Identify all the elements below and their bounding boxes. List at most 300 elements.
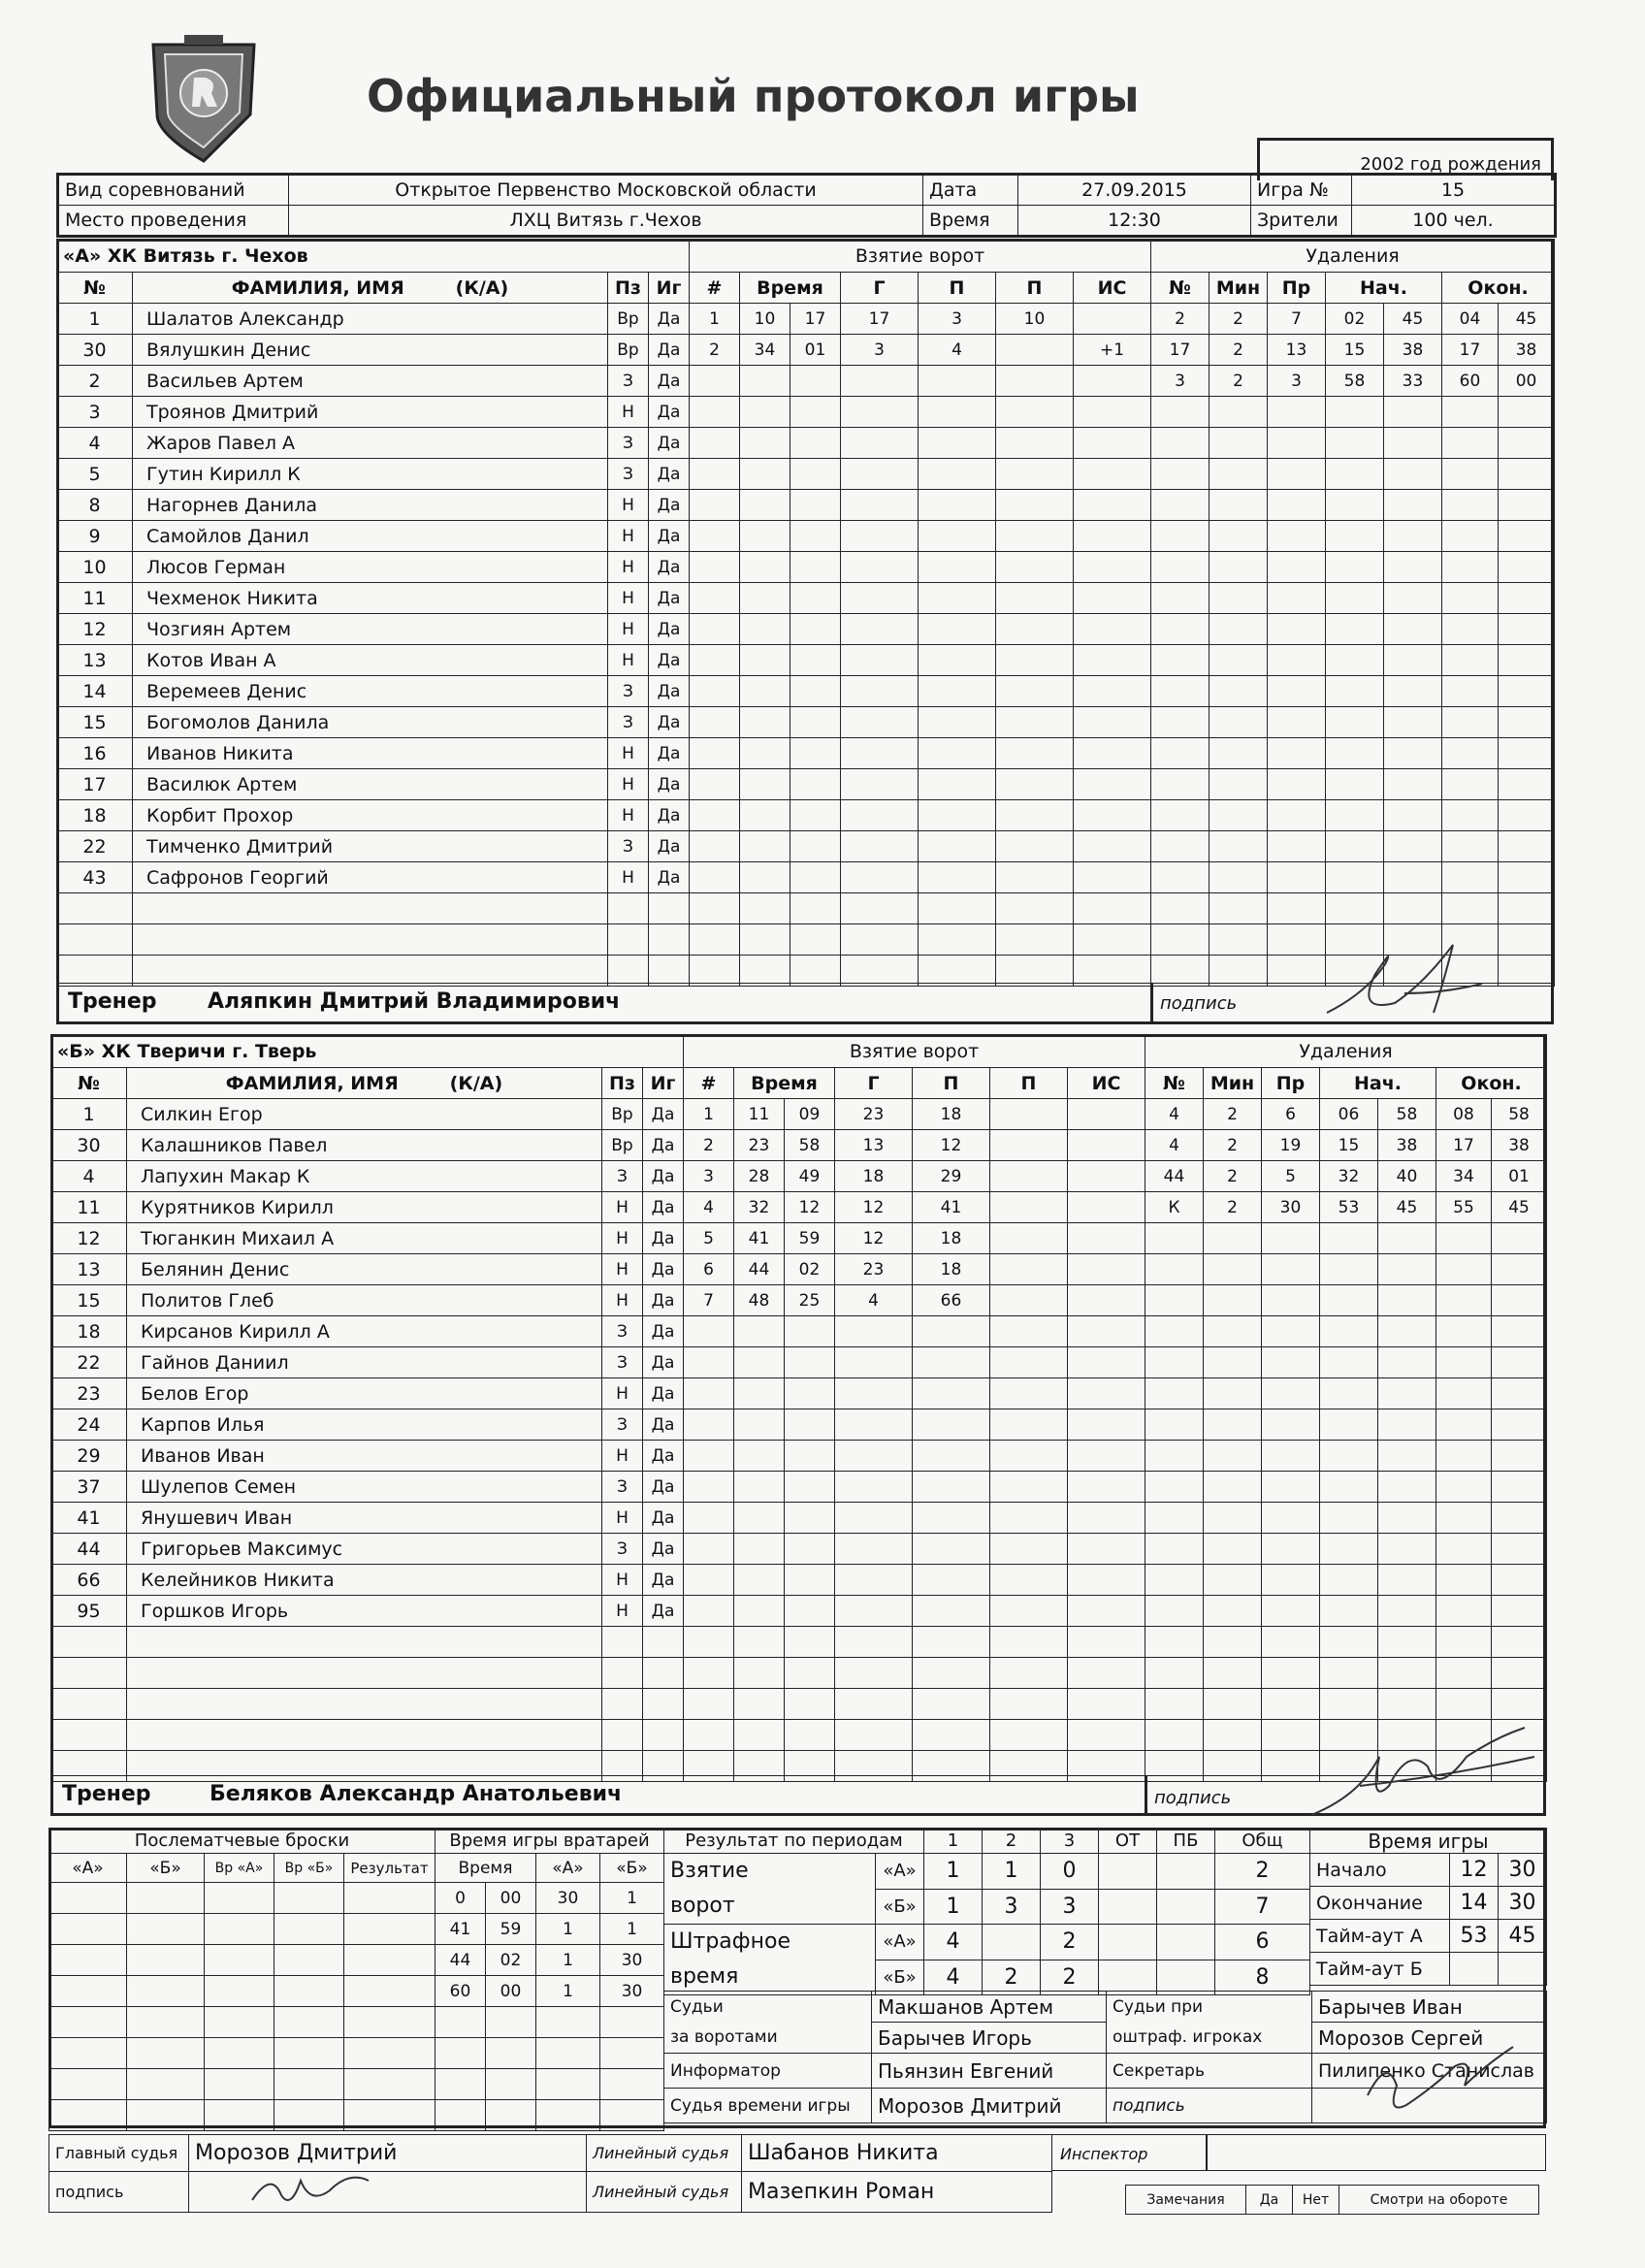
team-a-goal-row [690, 304, 1151, 335]
player-number: 4 [51, 1161, 127, 1192]
penalty-min [1210, 428, 1268, 459]
shootout-cell [127, 1883, 205, 1914]
team-a-goal-row [690, 924, 1151, 956]
goal-situation [1074, 304, 1151, 335]
goal-situation [1068, 1689, 1145, 1720]
penalty-end-sec: 38 [1499, 335, 1555, 366]
player-played [649, 893, 690, 924]
goal-min [734, 1596, 785, 1627]
player-played [643, 1720, 684, 1751]
player-position [608, 924, 649, 956]
goal-assist-2 [996, 924, 1074, 956]
goals-b-p1: 1 [924, 1889, 983, 1925]
goal-min: 34 [740, 335, 790, 366]
team-a-goals-title: Взятие ворот [690, 240, 1151, 273]
player-position: З [608, 459, 649, 490]
team-b-player-row [51, 1254, 684, 1285]
goal-assist-1: 66 [913, 1285, 990, 1316]
goal-assist-1 [919, 397, 996, 428]
penalty-player [1151, 428, 1210, 459]
goal-scorer [841, 893, 919, 924]
penalty-start-sec [1384, 645, 1442, 676]
goals-col-p2: П [996, 273, 1074, 304]
goal-scorer: 12 [835, 1223, 913, 1254]
player-number: 11 [51, 1192, 127, 1223]
penalty-end-sec [1492, 1689, 1547, 1720]
team-a-player-row [57, 893, 690, 924]
penalty-player [1145, 1534, 1204, 1565]
informer-label: Информатор [664, 2054, 872, 2089]
goal-assist-1 [919, 800, 996, 831]
goal-assist-2 [996, 676, 1074, 707]
penalty-start-min [1326, 459, 1384, 490]
penalty-start-sec [1378, 1316, 1436, 1347]
shootout-cell [274, 2038, 344, 2069]
goals-b-col-time: Время [734, 1068, 835, 1099]
penalty-reason [1262, 1316, 1320, 1347]
penalty-min [1204, 1565, 1262, 1596]
penalty-player [1145, 1472, 1204, 1503]
team-b-signature [1302, 1718, 1554, 1825]
col-name: ФАМИЛИЯ, ИМЯ (К/А) [133, 273, 608, 304]
penalty-start-min [1326, 521, 1384, 552]
player-position [602, 1689, 643, 1720]
goal-sec [790, 583, 841, 614]
penalty-end-min: 17 [1442, 335, 1499, 366]
shootout-cell [205, 2069, 274, 2100]
penalty-end-min [1442, 490, 1499, 521]
goal-sec [790, 893, 841, 924]
goal-number [690, 893, 740, 924]
shootout-row [49, 1883, 435, 1914]
team-b-goals [683, 1034, 1145, 1782]
team-b-roster [50, 1034, 684, 1782]
goal-assist-1 [919, 956, 996, 987]
goal-judges-label: Судьи [664, 1992, 872, 2023]
goal-scorer [841, 397, 919, 428]
penalty-min [1204, 1720, 1262, 1751]
goalie-a [536, 2100, 600, 2131]
player-played: Да [649, 397, 690, 428]
goalie-time-sec: 00 [486, 1976, 536, 2007]
penalty-end-min [1436, 1534, 1492, 1565]
player-position: Н [608, 769, 649, 800]
penalty-player: К [1145, 1192, 1204, 1223]
linesman-2-name: Мазепкин Роман [742, 2172, 1052, 2213]
penalty-end-min [1442, 428, 1499, 459]
goal-assist-2 [990, 1347, 1068, 1378]
goal-assist-1 [919, 428, 996, 459]
goalie-a [536, 2038, 600, 2069]
goal-sec [785, 1689, 835, 1720]
penalty-reason [1268, 552, 1326, 583]
team-a-penalty-row [1151, 459, 1555, 490]
goalie-time-sec [486, 2038, 536, 2069]
goal-assist-2 [990, 1378, 1068, 1409]
goal-number [690, 521, 740, 552]
player-name: Богомолов Данила [133, 707, 608, 738]
periods-goals-team-b: «Б» [876, 1889, 924, 1925]
player-played: Да [643, 1534, 684, 1565]
team-a-penalty-row [1151, 366, 1555, 397]
goal-situation [1074, 924, 1151, 956]
penalty-player [1151, 614, 1210, 645]
goal-scorer [835, 1441, 913, 1472]
shootout-cell [205, 1883, 274, 1914]
team-a-player-row [57, 800, 690, 831]
goal-assist-2 [996, 459, 1074, 490]
penalty-reason [1268, 521, 1326, 552]
team-a-signature [1307, 925, 1501, 1032]
goal-assist-1: 3 [919, 304, 996, 335]
goal-situation [1068, 1534, 1145, 1565]
penalty-player [1151, 893, 1210, 924]
pim-label: Штрафное время [664, 1925, 876, 1995]
goal-sec: 01 [790, 335, 841, 366]
penalty-reason: 7 [1268, 304, 1326, 335]
shootout-cell [205, 1945, 274, 1976]
goals-b-p2: 3 [983, 1889, 1041, 1925]
shootout-cell [49, 1883, 127, 1914]
penalty-end-sec [1499, 583, 1555, 614]
player-position: З [608, 366, 649, 397]
remarks-label: Замечания [1126, 2186, 1246, 2215]
player-name: Вялушкин Денис [133, 335, 608, 366]
penalty-end-min [1436, 1596, 1492, 1627]
player-number: 43 [57, 862, 133, 893]
goal-number [690, 924, 740, 956]
pim-a-ot [1099, 1925, 1157, 1960]
goal-assist-2 [996, 862, 1074, 893]
team-b-penalty-row [1145, 1285, 1547, 1316]
goal-scorer [841, 583, 919, 614]
player-name: Люсов Герман [133, 552, 608, 583]
birth-year: 2002 год рождения [1360, 154, 1541, 175]
penalty-end-sec [1492, 1409, 1547, 1441]
player-name: Гутин Кирилл К [133, 459, 608, 490]
penalty-start-min [1320, 1254, 1378, 1285]
team-a-player-row [57, 304, 690, 335]
goalie-time-min: 44 [435, 1945, 486, 1976]
penalty-end-sec [1499, 552, 1555, 583]
team-a-player-row [57, 831, 690, 862]
goal-assist-2 [990, 1534, 1068, 1565]
goal-number: 6 [684, 1254, 734, 1285]
penalty-min [1204, 1627, 1262, 1658]
penalty-start-sec [1378, 1347, 1436, 1378]
team-b-penalty-row [1145, 1223, 1547, 1254]
penalty-end-sec [1499, 614, 1555, 645]
goals-b-col-is: ИС [1068, 1068, 1145, 1099]
player-name: Гайнов Даниил [127, 1347, 602, 1378]
player-number: 18 [51, 1316, 127, 1347]
goalie-time-row [435, 1914, 664, 1945]
goalie-a: 1 [536, 1914, 600, 1945]
goal-sec [785, 1503, 835, 1534]
goal-scorer [835, 1347, 913, 1378]
player-name: Калашников Павел [127, 1130, 602, 1161]
player-number: 66 [51, 1565, 127, 1596]
goal-assist-2 [996, 335, 1074, 366]
penalty-start-min [1320, 1689, 1378, 1720]
goal-assist-2 [990, 1192, 1068, 1223]
goal-min [734, 1565, 785, 1596]
goal-min [734, 1409, 785, 1441]
penalty-end-sec [1492, 1254, 1547, 1285]
penalty-end-sec: 58 [1492, 1099, 1547, 1130]
goal-scorer [841, 769, 919, 800]
penalty-end-min [1442, 614, 1499, 645]
player-name: Васильев Артем [133, 366, 608, 397]
team-a-player-row [57, 459, 690, 490]
goal-min [734, 1316, 785, 1347]
penalty-min [1204, 1441, 1262, 1472]
shootout-cell [205, 2038, 274, 2069]
penalty-start-sec: 33 [1384, 366, 1442, 397]
team-b-penalty-row [1145, 1534, 1547, 1565]
player-number [57, 924, 133, 956]
player-name: Карпов Илья [127, 1409, 602, 1441]
shootout-cell [274, 2007, 344, 2038]
shootout-cell [127, 1976, 205, 2007]
goal-sec [785, 1627, 835, 1658]
player-number: 29 [51, 1441, 127, 1472]
goals-b-col-g: Г [835, 1068, 913, 1099]
team-a-goal-row [690, 335, 1151, 366]
penalty-start-min [1326, 893, 1384, 924]
penalty-start-sec [1378, 1503, 1436, 1534]
goal-assist-1 [913, 1565, 990, 1596]
goal-number [684, 1720, 734, 1751]
penalty-player [1151, 552, 1210, 583]
player-name [133, 924, 608, 956]
goalie-time-sec: 02 [486, 1945, 536, 1976]
penalty-end-sec: 45 [1499, 304, 1555, 335]
player-name: Белянин Денис [127, 1254, 602, 1285]
player-number: 10 [57, 552, 133, 583]
penalty-min [1210, 583, 1268, 614]
player-name: Чозгиян Артем [133, 614, 608, 645]
goal-min: 32 [734, 1192, 785, 1223]
periods-goals-team-a: «А» [876, 1854, 924, 1890]
team-a-coach-label: Тренер [68, 989, 157, 1014]
player-number: 15 [51, 1285, 127, 1316]
penalty-start-min [1326, 614, 1384, 645]
player-played: Да [649, 707, 690, 738]
player-number [57, 956, 133, 987]
penalty-end-min [1436, 1254, 1492, 1285]
game-value: 15 [1352, 175, 1556, 206]
goals-b-pb [1157, 1889, 1215, 1925]
goal-scorer: 4 [835, 1285, 913, 1316]
penalty-end-sec [1499, 800, 1555, 831]
competition-value: Открытое Первенство Московской области [289, 175, 923, 206]
goal-assist-2 [990, 1316, 1068, 1347]
goal-assist-1 [913, 1316, 990, 1347]
player-number: 5 [57, 459, 133, 490]
penalty-player [1151, 583, 1210, 614]
goal-min: 28 [734, 1161, 785, 1192]
penalty-reason [1268, 583, 1326, 614]
goal-min: 11 [734, 1099, 785, 1130]
penalty-end-min [1442, 707, 1499, 738]
team-b-sign-label: подпись [1154, 1788, 1232, 1808]
penalty-reason: 30 [1262, 1192, 1320, 1223]
shootout-cell [127, 1945, 205, 1976]
goal-sec [785, 1596, 835, 1627]
penalty-min [1204, 1254, 1262, 1285]
player-number: 13 [57, 645, 133, 676]
goal-scorer: 17 [841, 304, 919, 335]
team-a-player-row [57, 583, 690, 614]
shootout-cell [49, 2069, 127, 2100]
goal-assist-2 [996, 738, 1074, 769]
penalty-start-min [1320, 1627, 1378, 1658]
penalty-start-min: 58 [1326, 366, 1384, 397]
player-name: Кирсанов Кирилл А [127, 1316, 602, 1347]
penalty-min [1204, 1316, 1262, 1347]
team-b-player-row [51, 1285, 684, 1316]
team-a-goal-row [690, 707, 1151, 738]
goal-sec [785, 1409, 835, 1441]
goal-situation [1068, 1285, 1145, 1316]
penalty-reason [1268, 614, 1326, 645]
goal-assist-1 [913, 1472, 990, 1503]
team-a-penalty-row [1151, 521, 1555, 552]
penalty-min [1210, 521, 1268, 552]
team-a-goal-row [690, 428, 1151, 459]
shootout-cell [49, 2038, 127, 2069]
penalty-player [1145, 1565, 1204, 1596]
penalty-reason [1262, 1347, 1320, 1378]
goal-assist-2 [990, 1472, 1068, 1503]
penalty-start-min: 32 [1320, 1161, 1378, 1192]
goal-scorer [835, 1316, 913, 1347]
player-number: 23 [51, 1378, 127, 1409]
goal-min [740, 738, 790, 769]
game-time-label: Окончание [1310, 1887, 1450, 1920]
goal-number [690, 800, 740, 831]
shootout-cell [49, 1914, 127, 1945]
player-played: Да [649, 614, 690, 645]
team-a-penalty-row [1151, 707, 1555, 738]
shootout-cell [49, 1976, 127, 2007]
pim-a-total: 6 [1215, 1925, 1310, 1960]
player-number [51, 1689, 127, 1720]
penalty-end-min [1436, 1503, 1492, 1534]
penalty-min [1210, 676, 1268, 707]
goal-assist-1: 18 [913, 1254, 990, 1285]
penalty-player [1151, 831, 1210, 862]
goalie-time-sec [486, 2100, 536, 2131]
penalty-reason [1268, 676, 1326, 707]
penalty-start-min: 53 [1320, 1192, 1378, 1223]
penalty-start-sec [1384, 707, 1442, 738]
player-number [57, 893, 133, 924]
player-played [643, 1627, 684, 1658]
penalty-start-min [1326, 676, 1384, 707]
penalty-end-sec [1499, 645, 1555, 676]
goal-min [734, 1627, 785, 1658]
goal-assist-1 [913, 1441, 990, 1472]
team-a-player-row [57, 366, 690, 397]
penalty-start-sec [1378, 1689, 1436, 1720]
penalty-end-sec [1492, 1534, 1547, 1565]
player-number [51, 1720, 127, 1751]
goal-sec [785, 1658, 835, 1689]
goal-scorer [835, 1658, 913, 1689]
goal-assist-2 [990, 1409, 1068, 1441]
penalty-player [1151, 862, 1210, 893]
team-b-penalty-row [1145, 1627, 1547, 1658]
penalty-end-min [1442, 831, 1499, 862]
player-name: Нагорнев Данила [133, 490, 608, 521]
team-a-penalty-row [1151, 862, 1555, 893]
goal-number: 2 [690, 335, 740, 366]
penalty-start-sec [1384, 862, 1442, 893]
penalty-reason: 19 [1262, 1130, 1320, 1161]
date-value: 27.09.2015 [1018, 175, 1251, 206]
goal-sec [785, 1316, 835, 1347]
player-number: 30 [57, 335, 133, 366]
player-name: Янушевич Иван [127, 1503, 602, 1534]
goal-sec: 59 [785, 1223, 835, 1254]
inspector-label: Инспектор [1060, 2145, 1148, 2163]
penalty-end-sec [1499, 676, 1555, 707]
goal-sec [790, 428, 841, 459]
player-position: Н [608, 862, 649, 893]
shootout-cell [49, 2007, 127, 2038]
goal-min [740, 893, 790, 924]
player-position [602, 1627, 643, 1658]
goal-sec [785, 1534, 835, 1565]
goalie-b: 30 [600, 1945, 664, 1976]
penalty-start-min [1320, 1596, 1378, 1627]
team-a-penalty-row [1151, 769, 1555, 800]
player-position: Н [602, 1565, 643, 1596]
team-b-goal-row [684, 1720, 1145, 1751]
penalty-player: 44 [1145, 1161, 1204, 1192]
team-b-player-row [51, 1099, 684, 1130]
goal-number: 3 [684, 1161, 734, 1192]
remarks-see-back: Смотри на обороте [1339, 2186, 1539, 2215]
penalty-start-sec [1384, 428, 1442, 459]
goal-sec [790, 552, 841, 583]
penalty-start-min [1326, 800, 1384, 831]
goals-a-p3: 0 [1041, 1854, 1099, 1890]
goal-number [690, 397, 740, 428]
player-name: Корбит Прохор [133, 800, 608, 831]
game-time-row [1310, 1887, 1547, 1920]
penalty-reason [1262, 1658, 1320, 1689]
goal-min [740, 614, 790, 645]
game-time-min [1450, 1953, 1499, 1986]
goal-judges-label-2: за воротами [664, 2023, 872, 2054]
goal-assist-2 [990, 1720, 1068, 1751]
team-b-penalty-row [1145, 1472, 1547, 1503]
penalty-reason [1262, 1254, 1320, 1285]
penalty-reason [1268, 738, 1326, 769]
goal-situation [1074, 956, 1151, 987]
player-position: Н [608, 583, 649, 614]
periods-col-total: Общ [1215, 1829, 1310, 1854]
goal-sec [785, 1347, 835, 1378]
game-time-row [1310, 1920, 1547, 1953]
team-b-goal-row [684, 1192, 1145, 1223]
col-no-b: № [51, 1068, 127, 1099]
goal-situation [1074, 614, 1151, 645]
penalty-min [1204, 1658, 1262, 1689]
